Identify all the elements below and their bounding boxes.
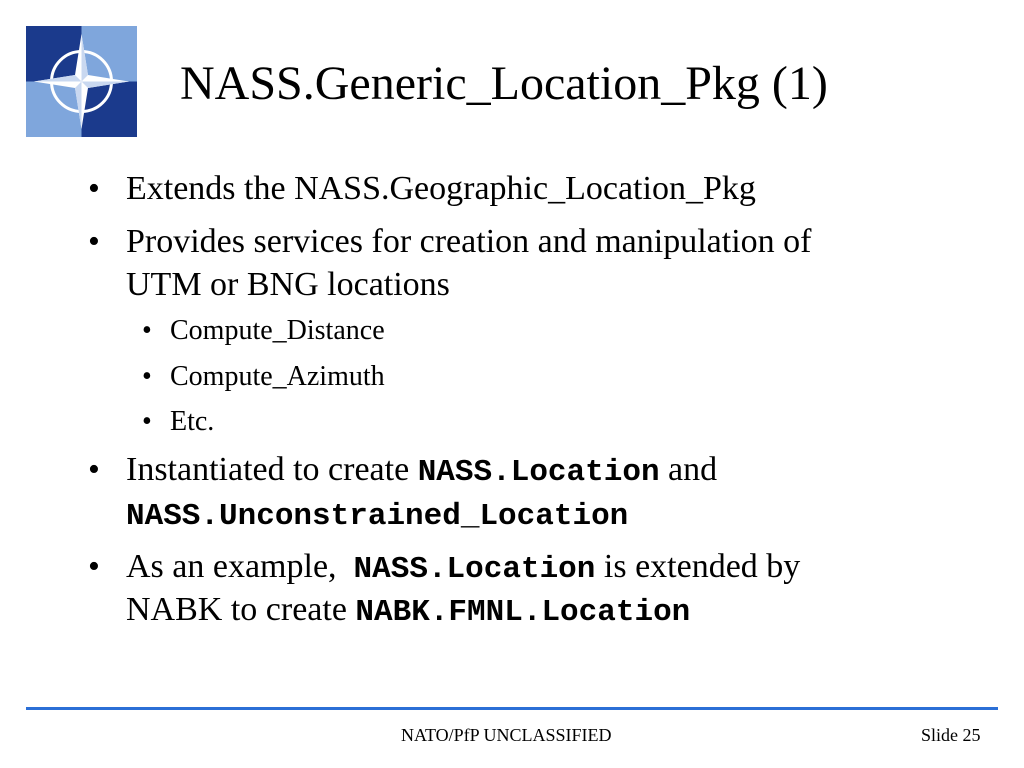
- bullet-text: Instantiated to create: [126, 451, 418, 488]
- bullet-item: [88, 546, 801, 591]
- bullet-text: Provides services for creation and manipulation of: [126, 223, 812, 260]
- sub-bullet-item: [142, 314, 385, 348]
- bullet-text: is extended by: [595, 548, 801, 585]
- code-identifier: NASS.Location: [353, 552, 596, 587]
- sub-bullet-text: Compute_Distance: [170, 315, 385, 346]
- bullet-marker: •: [88, 170, 100, 207]
- slide-title: NASS.Generic_Location_Pkg (1): [180, 57, 828, 110]
- classification-label: NATO/PfP UNCLASSIFIED: [401, 725, 612, 745]
- code-identifier: NASS.Location: [417, 455, 660, 490]
- bullet-continuation: [126, 493, 628, 538]
- code-identifier: NABK.FMNL.Location: [355, 595, 691, 630]
- bullet-marker: •: [88, 223, 100, 260]
- code-identifier: NASS.Unconstrained_Location: [126, 499, 629, 534]
- bullet-item: [88, 221, 812, 263]
- bullet-text: NABK to create: [126, 591, 356, 628]
- bullet-marker: •: [88, 548, 100, 585]
- bullet-marker: •: [88, 451, 100, 488]
- sub-bullet-text: Etc.: [170, 406, 215, 437]
- slide-number: Slide 25: [921, 725, 981, 745]
- bullet-continuation: [126, 264, 450, 306]
- bullet-text: As an example,: [126, 548, 354, 585]
- sub-bullet-item: [142, 360, 385, 394]
- bullet-item: [88, 449, 718, 494]
- sub-bullet-text: Compute_Azimuth: [170, 361, 385, 392]
- footer-divider: [26, 707, 998, 710]
- sub-bullet-marker: •: [142, 315, 152, 346]
- sub-bullet-marker: •: [142, 406, 152, 437]
- bullet-text: and: [659, 451, 718, 488]
- bullet-continuation: [126, 589, 690, 634]
- sub-bullet-marker: •: [142, 361, 152, 392]
- bullet-item: [88, 168, 756, 210]
- sub-bullet-item: [142, 405, 215, 439]
- bullet-text: Extends the NASS.Geographic_Location_Pkg: [126, 170, 756, 207]
- bullet-text: UTM or BNG locations: [126, 266, 450, 303]
